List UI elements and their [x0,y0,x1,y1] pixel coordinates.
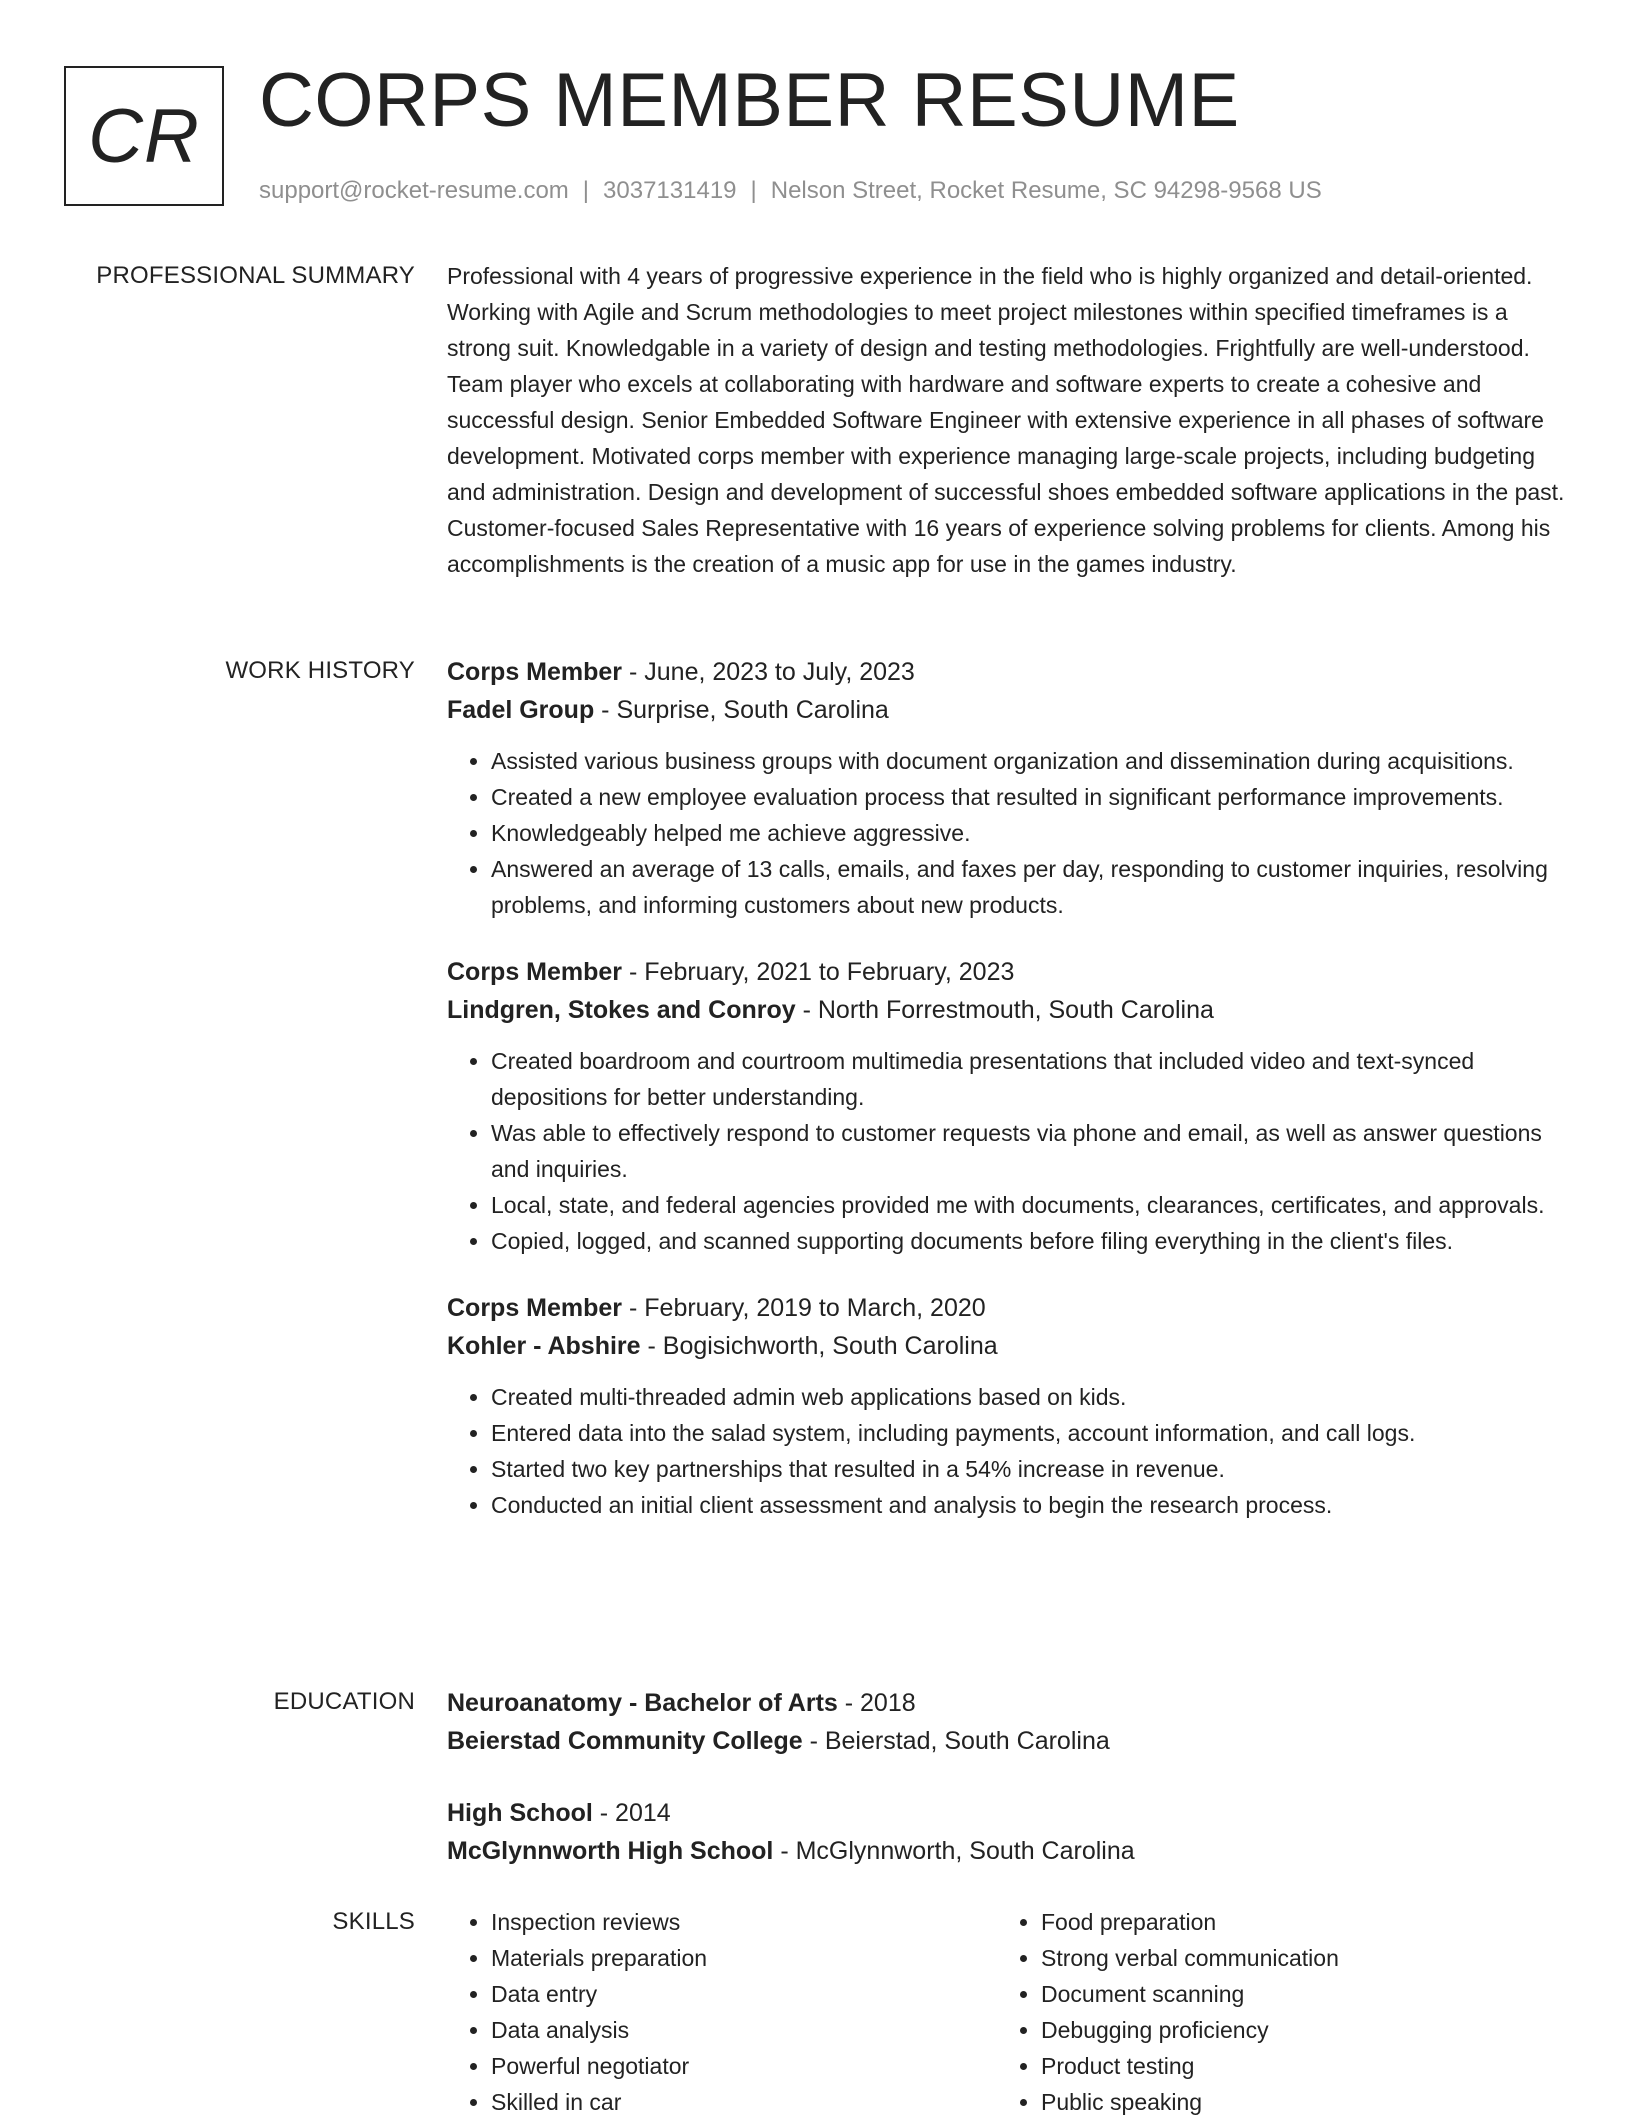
skills-list [447,1904,997,2120]
job-company-line [447,991,1567,1029]
job-title: Corps Member [447,1294,623,1322]
work-history-heading: WORK HISTORY [225,657,415,684]
education-year: - 2018 [837,1689,916,1717]
skills-column-left [447,1904,997,2120]
job-dates: - February, 2021 to February, 2023 [622,958,1015,986]
job-bullets [447,1043,1567,1259]
work-history-body [447,653,1567,1553]
job-title: Corps Member [447,958,623,986]
education-degree-line [447,1794,1567,1832]
education-entry [447,1794,1567,1870]
skill-item: • Inspection reviews [491,1904,997,1940]
job-bullet: • Created a new employee evaluation process that resulted in significant performance improvements. [491,779,1567,815]
education-entry [447,1684,1567,1760]
education-location: - Beierstad, South Carolina [802,1727,1110,1755]
skills-column-right [997,1904,1547,2120]
contact-address: Nelson Street, Rocket Resume, SC 94298-9568 US [770,177,1322,204]
education-year: - 2014 [592,1799,671,1827]
resume-title: CORPS MEMBER RESUME [259,58,1240,143]
contact-email[interactable]: support@rocket-resume.com [259,177,569,204]
education-degree: High School [447,1799,593,1827]
contact-separator: | [582,177,590,204]
job-company: Fadel Group [447,696,595,724]
job-bullet: • Started two key partnerships that resulted in a 54% increase in revenue. [491,1451,1567,1487]
skills-heading: SKILLS [332,1908,415,1935]
education-degree: Neuroanatomy - Bachelor of Arts [447,1689,838,1717]
job-bullet: • Assisted various business groups with document organization and dissemination during acquisitions. [491,743,1567,779]
job-bullet: • Knowledgeably helped me achieve aggressive. [491,815,1567,851]
monogram-logo: CR [64,66,224,206]
job-company-line [447,1327,1567,1365]
job-bullet: • Copied, logged, and scanned supporting documents before filing everything in the client's files. [491,1223,1567,1259]
job-entry [447,953,1567,1259]
job-title-line [447,953,1567,991]
job-bullet: • Answered an average of 13 calls, emails, and faxes per day, responding to customer inquiries, resolving problems, and informing customers about new products. [491,851,1567,923]
contact-separator: | [750,177,757,204]
skill-item: • Food preparation [1041,1904,1547,1940]
job-bullet: • Was able to effectively respond to customer requests via phone and email, as well as answer questions and inquiries. [491,1115,1567,1187]
job-company-line [447,691,1567,729]
job-bullets [447,1379,1567,1523]
education-body [447,1684,1567,1904]
skills-list [997,1904,1547,2120]
job-location: - Surprise, South Carolina [594,696,889,724]
job-dates: - February, 2019 to March, 2020 [622,1294,986,1322]
education-school: McGlynnworth High School [447,1837,774,1865]
skill-item: • Strong verbal communication [1041,1940,1547,1976]
education-school-line [447,1832,1567,1870]
job-title-line [447,653,1567,691]
job-dates: - June, 2023 to July, 2023 [622,658,915,686]
summary-heading: PROFESSIONAL SUMMARY [96,262,415,289]
skills-body [447,1904,1567,2120]
job-title-line [447,1289,1567,1327]
job-entry [447,653,1567,923]
job-bullet: • Created boardroom and courtroom multimedia presentations that included video and text-synced depositions for better understanding. [491,1043,1567,1115]
contact-line [259,174,1322,208]
education-school: Beierstad Community College [447,1727,803,1755]
summary-body [447,258,1567,582]
job-company: Lindgren, Stokes and Conroy [447,996,796,1024]
contact-phone[interactable]: 3037131419 [603,177,737,204]
skill-item: • Debugging proficiency [1041,2012,1547,2048]
skill-item: • Document scanning [1041,1976,1547,2012]
education-location: - McGlynnworth, South Carolina [773,1837,1135,1865]
skill-item: • Skilled in car [491,2084,997,2120]
education-degree-line [447,1684,1567,1722]
job-bullet: • Created multi-threaded admin web applications based on kids. [491,1379,1567,1415]
skill-item: • Materials preparation [491,1940,997,1976]
job-location: - Bogisichworth, South Carolina [640,1332,998,1360]
skills-grid [447,1904,1567,2120]
job-location: - North Forrestmouth, South Carolina [795,996,1214,1024]
job-title: Corps Member [447,658,623,686]
education-school-line [447,1722,1567,1760]
skill-item: • Data entry [491,1976,997,2012]
job-company: Kohler - Abshire [447,1332,641,1360]
job-bullets [447,743,1567,923]
job-entry [447,1289,1567,1523]
skill-item: • Data analysis [491,2012,997,2048]
job-bullet: • Entered data into the salad system, including payments, account information, and call logs. [491,1415,1567,1451]
summary-text: Professional with 4 years of progressive experience in the field who is highly organized and detail-oriented. Working with Agile and Scrum methodologies to meet project milestones within specified timeframes is a strong suit. Knowledgable in a variety of design and testing methodologies. Frightfully are well-understood. Team player who excels at collaborating with hardware and software experts to create a cohesive and successful design. Senior Embedded Software Engineer with extensive experience in all phases of software development. Motivated corps member with experience managing large-scale projects, including budgeting and administration. Design and development of successful shoes embedded software applications in the past. Customer-focused Sales Representative with 16 years of experience solving problems for clients. Among his accomplishments is the creation of a music app for use in the games industry. [447,263,1565,577]
skill-item: • Public speaking [1041,2084,1547,2120]
skill-item: • Product testing [1041,2048,1547,2084]
education-heading: EDUCATION [273,1688,415,1715]
job-bullet: • Local, state, and federal agencies provided me with documents, clearances, certificates, and approvals. [491,1187,1567,1223]
skill-item: • Powerful negotiator [491,2048,997,2084]
job-bullet: • Conducted an initial client assessment and analysis to begin the research process. [491,1487,1567,1523]
